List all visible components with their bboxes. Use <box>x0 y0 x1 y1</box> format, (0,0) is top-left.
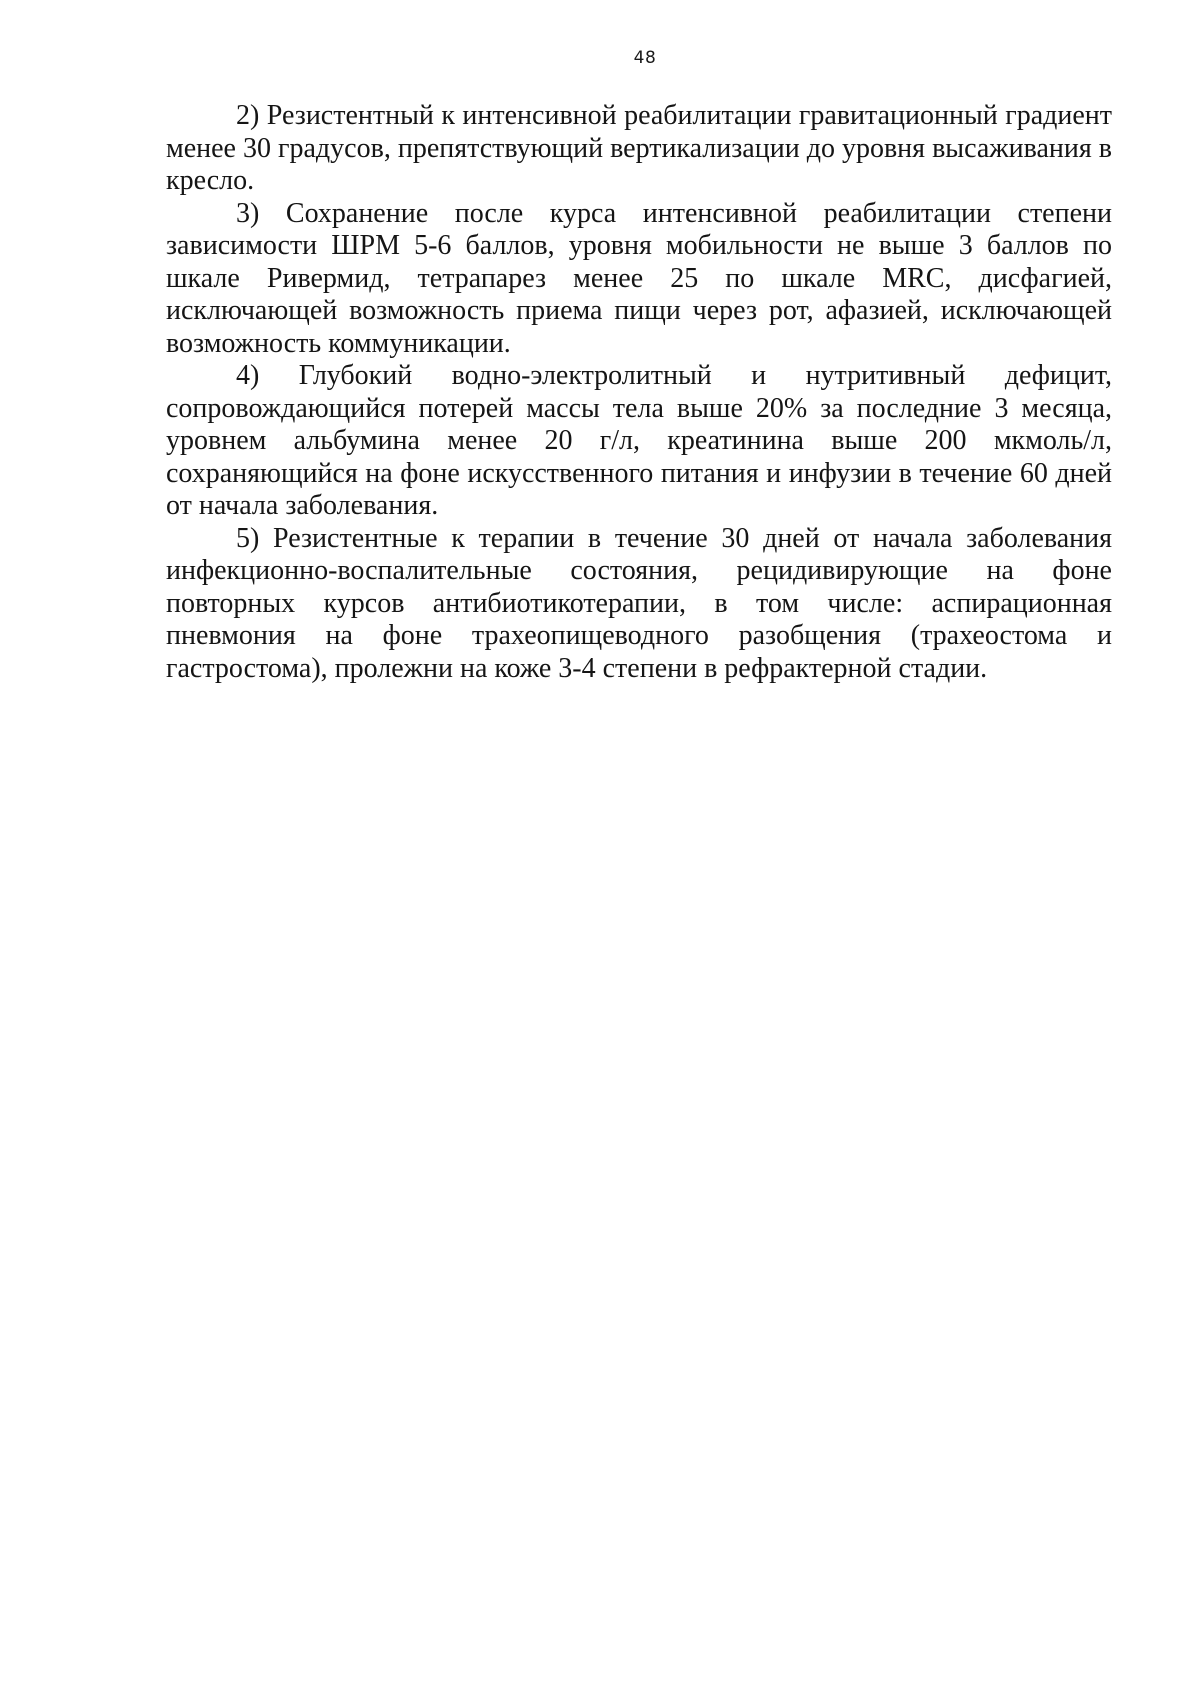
page-number: 48 <box>633 48 657 68</box>
list-item-2: 2) Резистентный к интенсивной реабилитации гравитационный градиент менее 30 градусов, препятствующий вертикализации до уровня высаживания в кресло. <box>166 100 1112 196</box>
list-item-4: 4) Глубокий водно-электролитный и нутритивный дефицит, сопровождающийся потерей массы тела выше 20% за последние 3 месяца, уровнем альбумина менее 20 г/л, креатинина выше 200 мкмоль/л, сохраняющийся на фоне искусственного питания и инфузии в течение 60 дней от начала заболевания. <box>166 360 1112 521</box>
list-item-5: 5) Резистентные к терапии в течение 30 дней от начала заболевания инфекционно-воспалительные состояния, рецидивирующие на фоне повторных курсов антибиотикотерапии, в том числе: аспирационная пневмония на фоне трахеопищеводного разобщения (трахеостома и гастростома), пролежни на коже 3-4 степени в рефрактерной стадии. <box>166 522 1112 684</box>
document-body <box>166 100 1112 685</box>
list-item-3: 3) Сохранение после курса интенсивной реабилитации степени зависимости ШРМ 5-6 баллов, уровня мобильности не выше 3 баллов по шкале Ривермид, тетрапарез менее 25 по шкале MRC, дисфагией, исключающей возможность приема пищи через рот, афазией, исключающей возможность коммуникации. <box>166 197 1112 359</box>
